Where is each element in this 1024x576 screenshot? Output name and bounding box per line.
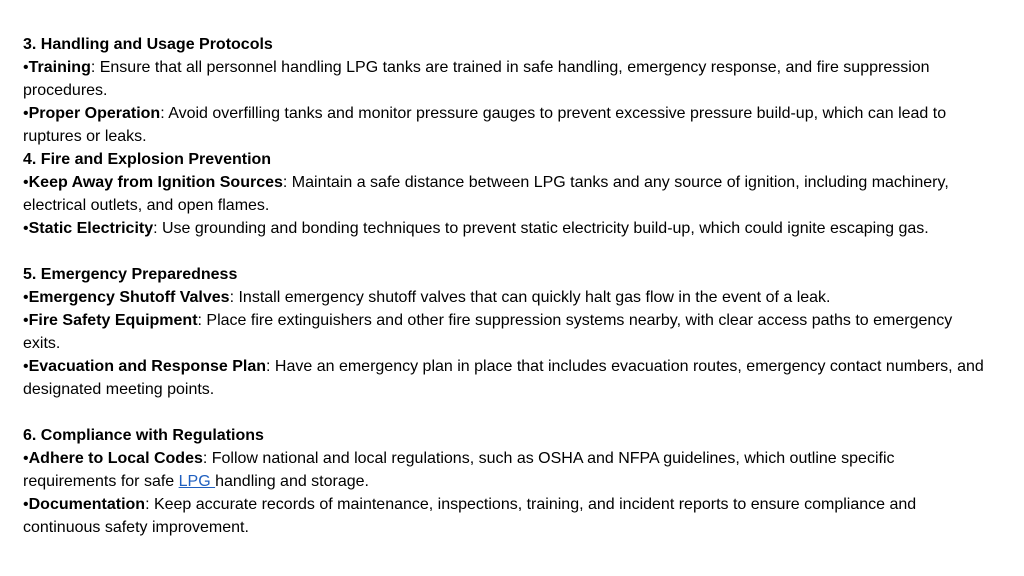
spacer bbox=[23, 401, 991, 424]
bullet: • bbox=[23, 105, 29, 122]
bullet: • bbox=[23, 59, 29, 76]
item-text: : Place fire extinguishers and other fire suppression systems nearby, with clear access paths to emergency exits. bbox=[23, 312, 953, 352]
item-term: Adhere to Local Codes bbox=[28, 450, 203, 467]
item-text: : Ensure that all personnel handling LPG tanks are trained in safe handling, emergency response, and fire suppression procedures. bbox=[23, 59, 930, 99]
item-text: : Maintain a safe distance between LPG tanks and any source of ignition, including machinery, electrical outlets, and open flames. bbox=[23, 174, 949, 214]
section-heading-compliance: 6. Compliance with Regulations bbox=[23, 427, 264, 444]
bullet: • bbox=[23, 358, 29, 375]
list-item-static-electricity bbox=[23, 217, 991, 240]
item-text: : Avoid overfilling tanks and monitor pressure gauges to prevent excessive pressure build-up, which can lead to ruptures or leaks. bbox=[23, 105, 947, 145]
bullet: • bbox=[23, 496, 29, 513]
spacer bbox=[23, 240, 991, 263]
list-item-shutoff-valves bbox=[23, 286, 991, 309]
list-item-training bbox=[23, 56, 991, 102]
item-text: : Follow national and local regulations, such as OSHA and NFPA guidelines, which outline specific requirements for safe bbox=[23, 450, 895, 490]
bullet: • bbox=[23, 312, 29, 329]
item-text: : Use grounding and bonding techniques to prevent static electricity build-up, which could ignite escaping gas. bbox=[153, 220, 929, 237]
bullet: • bbox=[23, 220, 29, 237]
item-text: : Have an emergency plan in place that includes evacuation routes, emergency contact numbers, and designated meeting points. bbox=[23, 358, 984, 398]
document-body bbox=[23, 33, 991, 539]
list-item-evacuation-plan bbox=[23, 355, 991, 401]
item-term: Training bbox=[28, 59, 91, 76]
lpg-link[interactable]: LPG bbox=[178, 473, 216, 490]
list-item-fire-safety-equipment bbox=[23, 309, 991, 355]
bullet: • bbox=[23, 450, 29, 467]
list-item-proper-operation bbox=[23, 102, 991, 148]
item-text: : Install emergency shutoff valves that can quickly halt gas flow in the event of a leak. bbox=[229, 289, 831, 306]
item-term: Emergency Shutoff Valves bbox=[28, 289, 230, 306]
item-term: Evacuation and Response Plan bbox=[28, 358, 267, 375]
section-heading-fire-prevention: 4. Fire and Explosion Prevention bbox=[23, 151, 272, 168]
section-heading-emergency: 5. Emergency Preparedness bbox=[23, 266, 238, 283]
item-term: Static Electricity bbox=[28, 220, 154, 237]
item-term: Keep Away from Ignition Sources bbox=[28, 174, 283, 191]
item-text: : Keep accurate records of maintenance, inspections, training, and incident reports to ensure compliance and continuous safety improvement. bbox=[23, 496, 917, 536]
list-item-local-codes bbox=[23, 447, 991, 493]
section-heading-handling: 3. Handling and Usage Protocols bbox=[23, 36, 273, 53]
bullet: • bbox=[23, 174, 29, 191]
bullet: • bbox=[23, 289, 29, 306]
item-term: Fire Safety Equipment bbox=[28, 312, 198, 329]
item-text-after: handling and storage. bbox=[215, 473, 369, 490]
item-term: Proper Operation bbox=[28, 105, 161, 122]
list-item-ignition-sources bbox=[23, 171, 991, 217]
list-item-documentation bbox=[23, 493, 991, 539]
item-term: Documentation bbox=[28, 496, 146, 513]
